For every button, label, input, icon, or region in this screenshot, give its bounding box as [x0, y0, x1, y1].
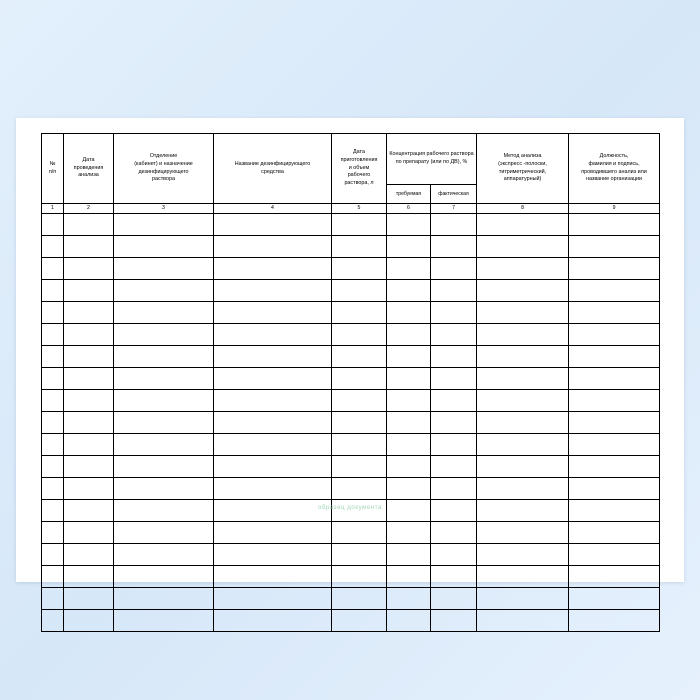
- header-cell-concentration: Концентрация рабочего раствора по препарату (или по ДВ), %: [387, 134, 477, 185]
- table-cell[interactable]: [387, 566, 431, 588]
- table-cell[interactable]: [477, 258, 569, 280]
- table-cell[interactable]: [42, 236, 64, 258]
- table-row[interactable]: [42, 412, 660, 434]
- table-cell[interactable]: [569, 610, 660, 632]
- table-cell[interactable]: [214, 500, 332, 522]
- table-cell[interactable]: [214, 544, 332, 566]
- table-cell[interactable]: [214, 258, 332, 280]
- table-cell[interactable]: [42, 324, 64, 346]
- table-cell[interactable]: [431, 302, 477, 324]
- table-cell[interactable]: [332, 302, 387, 324]
- table-cell[interactable]: [114, 456, 214, 478]
- table-cell[interactable]: [431, 434, 477, 456]
- table-cell[interactable]: [477, 324, 569, 346]
- table-cell[interactable]: [332, 280, 387, 302]
- table-cell[interactable]: [64, 258, 114, 280]
- table-cell[interactable]: [477, 214, 569, 236]
- table-row[interactable]: [42, 368, 660, 390]
- table-cell[interactable]: [569, 434, 660, 456]
- table-cell[interactable]: [64, 566, 114, 588]
- table-cell[interactable]: [214, 280, 332, 302]
- table-cell[interactable]: [387, 214, 431, 236]
- table-cell[interactable]: [214, 588, 332, 610]
- table-cell[interactable]: [387, 258, 431, 280]
- table-cell[interactable]: [569, 566, 660, 588]
- table-cell[interactable]: [387, 280, 431, 302]
- table-cell[interactable]: [332, 258, 387, 280]
- column-number-5: 5: [332, 204, 387, 214]
- table-cell[interactable]: [431, 522, 477, 544]
- table-cell[interactable]: [42, 566, 64, 588]
- table-cell[interactable]: [569, 522, 660, 544]
- table-cell[interactable]: [214, 610, 332, 632]
- table-row[interactable]: [42, 544, 660, 566]
- table-cell[interactable]: [42, 610, 64, 632]
- table-cell[interactable]: [114, 610, 214, 632]
- table-cell[interactable]: [64, 588, 114, 610]
- table-row[interactable]: [42, 522, 660, 544]
- table-cell[interactable]: [431, 610, 477, 632]
- table-cell[interactable]: [431, 588, 477, 610]
- header-cell-department: Отделение (кабинет) и назначение дезинфицирующего раствора: [114, 134, 214, 204]
- table-cell[interactable]: [332, 610, 387, 632]
- table-row[interactable]: [42, 236, 660, 258]
- table-cell[interactable]: [214, 368, 332, 390]
- table-cell[interactable]: [332, 346, 387, 368]
- table-cell[interactable]: [431, 566, 477, 588]
- header-cell-concentration-required: требуемая: [387, 185, 431, 204]
- header-cell-disinfectant-name: Название дезинфицирующего средства: [214, 134, 332, 204]
- table-cell[interactable]: [64, 610, 114, 632]
- table-cell[interactable]: [64, 500, 114, 522]
- table-cell[interactable]: [332, 522, 387, 544]
- table-cell[interactable]: [431, 500, 477, 522]
- column-number-1: 1: [42, 204, 64, 214]
- table-cell[interactable]: [387, 478, 431, 500]
- table-cell[interactable]: [477, 412, 569, 434]
- table-cell[interactable]: [387, 544, 431, 566]
- table-cell[interactable]: [431, 236, 477, 258]
- table-cell[interactable]: [477, 302, 569, 324]
- header-row-main: [42, 134, 660, 185]
- table-cell[interactable]: [114, 390, 214, 412]
- table-cell[interactable]: [387, 368, 431, 390]
- table-cell[interactable]: [332, 324, 387, 346]
- table-cell[interactable]: [332, 390, 387, 412]
- table-cell[interactable]: [42, 434, 64, 456]
- table-cell[interactable]: [214, 456, 332, 478]
- table-cell[interactable]: [431, 258, 477, 280]
- table-cell[interactable]: [431, 412, 477, 434]
- table-cell[interactable]: [42, 214, 64, 236]
- table-cell[interactable]: [431, 456, 477, 478]
- table-cell[interactable]: [387, 390, 431, 412]
- table-cell[interactable]: [477, 544, 569, 566]
- table-cell[interactable]: [387, 588, 431, 610]
- table-cell[interactable]: [42, 412, 64, 434]
- table-cell[interactable]: [114, 522, 214, 544]
- table-cell[interactable]: [64, 544, 114, 566]
- table-cell[interactable]: [114, 544, 214, 566]
- table-cell[interactable]: [477, 456, 569, 478]
- table-cell[interactable]: [477, 368, 569, 390]
- table-cell[interactable]: [332, 500, 387, 522]
- table-row[interactable]: [42, 610, 660, 632]
- table-cell[interactable]: [332, 566, 387, 588]
- table-cell[interactable]: [114, 588, 214, 610]
- table-row[interactable]: [42, 280, 660, 302]
- table-cell[interactable]: [569, 588, 660, 610]
- document-page: [16, 118, 684, 582]
- column-number-6: 6: [387, 204, 431, 214]
- column-number-3: 3: [114, 204, 214, 214]
- table-row[interactable]: [42, 500, 660, 522]
- table-row[interactable]: [42, 390, 660, 412]
- table-cell[interactable]: [64, 456, 114, 478]
- table-cell[interactable]: [387, 456, 431, 478]
- table-cell[interactable]: [64, 346, 114, 368]
- table-cell[interactable]: [64, 214, 114, 236]
- table-cell[interactable]: [64, 412, 114, 434]
- header-cell-preparation-date-volume: Дата приготовления и объем рабочего раствора, л: [332, 134, 387, 204]
- table-cell[interactable]: [114, 214, 214, 236]
- table-cell[interactable]: [332, 412, 387, 434]
- table-cell[interactable]: [477, 236, 569, 258]
- table-cell[interactable]: [477, 522, 569, 544]
- table-cell[interactable]: [214, 390, 332, 412]
- table-cell[interactable]: [569, 346, 660, 368]
- table-row[interactable]: [42, 566, 660, 588]
- header-cell-concentration-actual: фактическая: [431, 185, 477, 204]
- header-cell-analysis-method: Метод анализа (экспресс -полоски, титриметрический, аппаратурный): [477, 134, 569, 204]
- table-cell[interactable]: [214, 346, 332, 368]
- table-cell[interactable]: [64, 302, 114, 324]
- table-cell[interactable]: [477, 434, 569, 456]
- table-cell[interactable]: [569, 544, 660, 566]
- table-cell[interactable]: [431, 214, 477, 236]
- table-cell[interactable]: [114, 368, 214, 390]
- table-cell[interactable]: [64, 390, 114, 412]
- watermark-text: образец документа: [318, 505, 382, 511]
- table-cell[interactable]: [64, 522, 114, 544]
- table-cell[interactable]: [64, 434, 114, 456]
- table-cell[interactable]: [387, 522, 431, 544]
- table-cell[interactable]: [114, 302, 214, 324]
- header-cell-responsible-person: Должность, фамилия и подпись, проводившего анализ или название организации: [569, 134, 660, 204]
- column-number-7: 7: [431, 204, 477, 214]
- table-cell[interactable]: [64, 280, 114, 302]
- table-cell[interactable]: [569, 390, 660, 412]
- table-cell[interactable]: [477, 478, 569, 500]
- table-cell[interactable]: [431, 324, 477, 346]
- table-cell[interactable]: [214, 214, 332, 236]
- table-cell[interactable]: [114, 258, 214, 280]
- table-cell[interactable]: [569, 456, 660, 478]
- table-cell[interactable]: [114, 500, 214, 522]
- table-cell[interactable]: [114, 236, 214, 258]
- table-row[interactable]: [42, 478, 660, 500]
- table-cell[interactable]: [42, 522, 64, 544]
- table-cell[interactable]: [431, 478, 477, 500]
- table-cell[interactable]: [214, 412, 332, 434]
- table-cell[interactable]: [332, 368, 387, 390]
- table-cell[interactable]: [332, 544, 387, 566]
- table-cell[interactable]: [477, 390, 569, 412]
- table-row[interactable]: [42, 258, 660, 280]
- table-cell[interactable]: [477, 610, 569, 632]
- table-cell[interactable]: [431, 544, 477, 566]
- table-cell[interactable]: [214, 302, 332, 324]
- table-cell[interactable]: [114, 412, 214, 434]
- table-cell[interactable]: [114, 566, 214, 588]
- table-cell[interactable]: [569, 324, 660, 346]
- table-cell[interactable]: [431, 346, 477, 368]
- table-cell[interactable]: [42, 390, 64, 412]
- table-cell[interactable]: [64, 324, 114, 346]
- journal-table-body: [42, 214, 660, 632]
- table-cell[interactable]: [387, 412, 431, 434]
- table-cell[interactable]: [387, 610, 431, 632]
- table-cell[interactable]: [477, 566, 569, 588]
- table-cell[interactable]: [42, 368, 64, 390]
- table-cell[interactable]: [214, 324, 332, 346]
- table-cell[interactable]: [431, 280, 477, 302]
- table-cell[interactable]: [42, 544, 64, 566]
- table-cell[interactable]: [569, 478, 660, 500]
- table-cell[interactable]: [214, 236, 332, 258]
- table-cell[interactable]: [114, 346, 214, 368]
- table-cell[interactable]: [214, 478, 332, 500]
- table-cell[interactable]: [42, 346, 64, 368]
- table-cell[interactable]: [332, 478, 387, 500]
- table-cell[interactable]: [214, 566, 332, 588]
- table-row[interactable]: [42, 588, 660, 610]
- table-cell[interactable]: [387, 324, 431, 346]
- table-row[interactable]: [42, 456, 660, 478]
- column-number-9: 9: [569, 204, 660, 214]
- header-cell-number: № п/п: [42, 134, 64, 204]
- table-cell[interactable]: [332, 214, 387, 236]
- table-cell[interactable]: [387, 346, 431, 368]
- table-cell[interactable]: [42, 302, 64, 324]
- table-cell[interactable]: [477, 588, 569, 610]
- table-cell[interactable]: [387, 236, 431, 258]
- journal-table-wrapper: [41, 133, 659, 632]
- column-number-4: 4: [214, 204, 332, 214]
- column-number-2: 2: [64, 204, 114, 214]
- table-cell[interactable]: [387, 500, 431, 522]
- table-cell[interactable]: [42, 588, 64, 610]
- table-cell[interactable]: [64, 236, 114, 258]
- table-cell[interactable]: [477, 346, 569, 368]
- table-cell[interactable]: [569, 302, 660, 324]
- table-cell[interactable]: [332, 236, 387, 258]
- table-cell[interactable]: [477, 280, 569, 302]
- column-number-8: 8: [477, 204, 569, 214]
- table-cell[interactable]: [114, 434, 214, 456]
- table-cell[interactable]: [569, 258, 660, 280]
- table-cell[interactable]: [387, 434, 431, 456]
- table-row[interactable]: [42, 346, 660, 368]
- table-cell[interactable]: [569, 236, 660, 258]
- table-cell[interactable]: [114, 280, 214, 302]
- table-cell[interactable]: [332, 456, 387, 478]
- table-cell[interactable]: [569, 280, 660, 302]
- table-cell[interactable]: [64, 478, 114, 500]
- table-row[interactable]: [42, 302, 660, 324]
- header-cell-analysis-date: Дата проведения анализа: [64, 134, 114, 204]
- table-cell[interactable]: [64, 368, 114, 390]
- table-cell[interactable]: [569, 368, 660, 390]
- table-cell[interactable]: [42, 478, 64, 500]
- table-cell[interactable]: [114, 324, 214, 346]
- table-row[interactable]: [42, 214, 660, 236]
- table-cell[interactable]: [214, 434, 332, 456]
- table-cell[interactable]: [42, 456, 64, 478]
- table-cell[interactable]: [114, 478, 214, 500]
- table-cell[interactable]: [569, 412, 660, 434]
- table-cell[interactable]: [332, 434, 387, 456]
- table-cell[interactable]: [42, 258, 64, 280]
- table-cell[interactable]: [42, 280, 64, 302]
- journal-table: [41, 133, 660, 632]
- table-cell[interactable]: [477, 500, 569, 522]
- table-cell[interactable]: [42, 500, 64, 522]
- table-cell[interactable]: [214, 522, 332, 544]
- table-cell[interactable]: [332, 588, 387, 610]
- table-row[interactable]: [42, 434, 660, 456]
- column-number-row: [42, 204, 660, 214]
- table-cell[interactable]: [431, 368, 477, 390]
- table-cell[interactable]: [569, 500, 660, 522]
- table-cell[interactable]: [387, 302, 431, 324]
- table-cell[interactable]: [569, 214, 660, 236]
- table-row[interactable]: [42, 324, 660, 346]
- table-cell[interactable]: [431, 390, 477, 412]
